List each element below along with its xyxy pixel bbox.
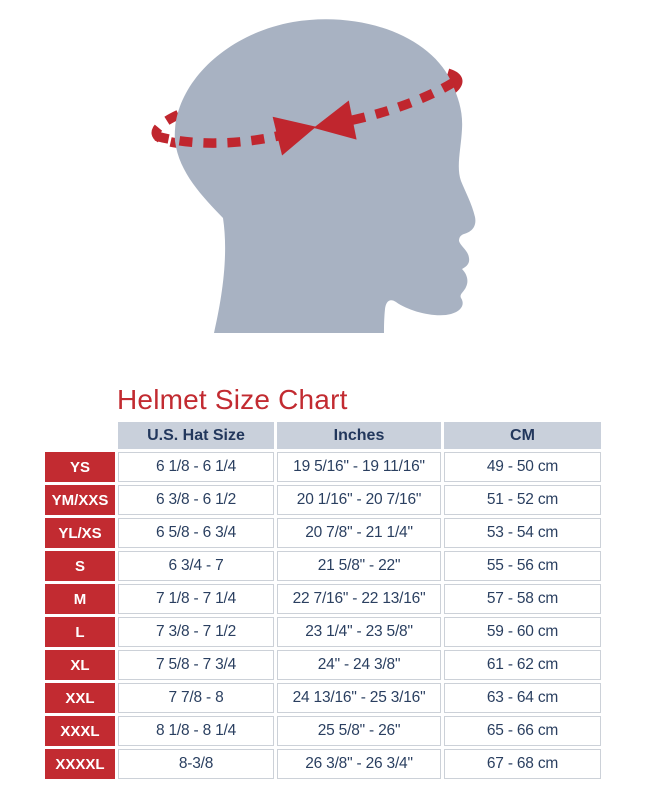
cm-cell: 61 - 62 cm [444, 650, 601, 680]
table-row [45, 716, 601, 746]
table-row [45, 584, 601, 614]
cm-cell: 49 - 50 cm [444, 452, 601, 482]
size-label-cell: XXXXL [45, 749, 115, 779]
size-table-body [45, 452, 601, 779]
table-row [45, 485, 601, 515]
hat-size-cell: 7 3/8 - 7 1/2 [118, 617, 274, 647]
cm-cell: 59 - 60 cm [444, 617, 601, 647]
hat-size-cell: 7 5/8 - 7 3/4 [118, 650, 274, 680]
table-row [45, 617, 601, 647]
size-label-cell: YS [45, 452, 115, 482]
size-label-cell: YM/XXS [45, 485, 115, 515]
cm-cell: 65 - 66 cm [444, 716, 601, 746]
cm-cell: 67 - 68 cm [444, 749, 601, 779]
inches-cell: 24" - 24 3/8" [277, 650, 441, 680]
hat-size-cell: 7 1/8 - 7 1/4 [118, 584, 274, 614]
table-row [45, 683, 601, 713]
size-label-cell: M [45, 584, 115, 614]
table-row [45, 518, 601, 548]
table-row [45, 551, 601, 581]
inches-cell: 22 7/16" - 22 13/16" [277, 584, 441, 614]
cm-cell: 51 - 52 cm [444, 485, 601, 515]
hat-size-cell: 8-3/8 [118, 749, 274, 779]
head-silhouette-icon [175, 19, 476, 333]
hat-size-cell: 6 3/8 - 6 1/2 [118, 485, 274, 515]
inches-cell: 19 5/16" - 19 11/16" [277, 452, 441, 482]
inches-cell: 21 5/8" - 22" [277, 551, 441, 581]
hat-size-cell: 6 1/8 - 6 1/4 [118, 452, 274, 482]
size-label-cell: L [45, 617, 115, 647]
cm-cell: 55 - 56 cm [444, 551, 601, 581]
head-measurement-illustration [0, 0, 648, 362]
header-row [45, 422, 601, 449]
table-row [45, 650, 601, 680]
helmet-size-table [42, 419, 604, 782]
cm-cell: 63 - 64 cm [444, 683, 601, 713]
inches-cell: 26 3/8" - 26 3/4" [277, 749, 441, 779]
size-label-cell: S [45, 551, 115, 581]
table-row [45, 749, 601, 779]
size-label-cell: XL [45, 650, 115, 680]
size-label-cell: XXL [45, 683, 115, 713]
page-title: Helmet Size Chart [117, 384, 348, 415]
inches-cell: 23 1/4" - 23 5/8" [277, 617, 441, 647]
size-label-cell: XXXL [45, 716, 115, 746]
header-cm: CM [444, 422, 601, 449]
hat-size-cell: 6 5/8 - 6 3/4 [118, 518, 274, 548]
hat-size-cell: 8 1/8 - 8 1/4 [118, 716, 274, 746]
inches-cell: 20 7/8" - 21 1/4" [277, 518, 441, 548]
inches-cell: 25 5/8" - 26" [277, 716, 441, 746]
header-blank-cell [45, 422, 115, 449]
inches-cell: 24 13/16" - 25 3/16" [277, 683, 441, 713]
hat-size-cell: 6 3/4 - 7 [118, 551, 274, 581]
inches-cell: 20 1/16" - 20 7/16" [277, 485, 441, 515]
cm-cell: 57 - 58 cm [444, 584, 601, 614]
cm-cell: 53 - 54 cm [444, 518, 601, 548]
size-label-cell: YL/XS [45, 518, 115, 548]
table-row [45, 452, 601, 482]
header-inches: Inches [277, 422, 441, 449]
hat-size-cell: 7 7/8 - 8 [118, 683, 274, 713]
header-us-hat-size: U.S. Hat Size [118, 422, 274, 449]
